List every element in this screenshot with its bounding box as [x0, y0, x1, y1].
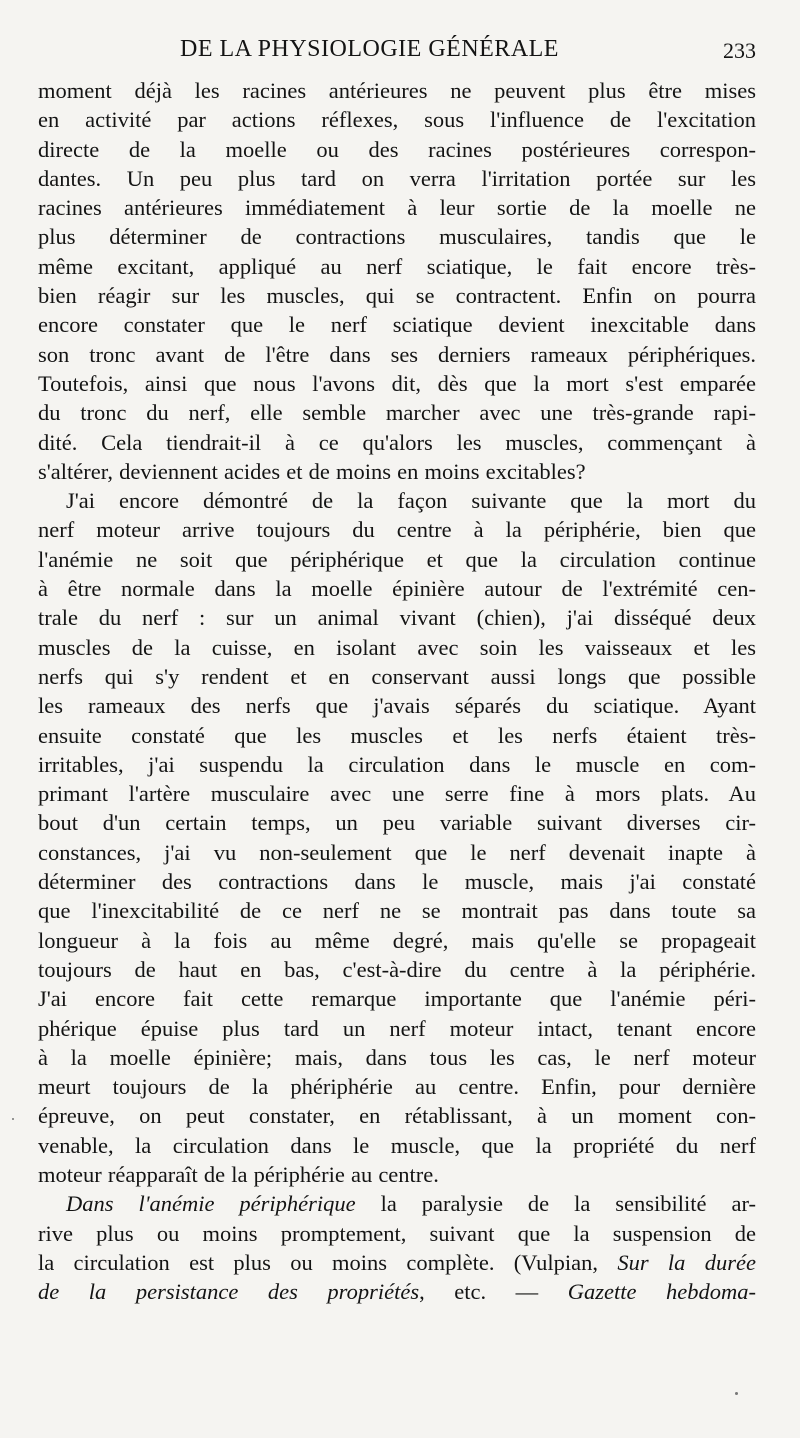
text-line: J'ai encore démontré de la façon suivante que la mort du — [66, 488, 756, 514]
text-line: rive plus ou moins promptement, suivant que la suspension de — [38, 1220, 756, 1246]
text-line: même excitant, appliqué au nerf sciatique, le fait encore très- — [38, 253, 756, 279]
text-line: irritables, j'ai suspendu la circulation dans le muscle en com- — [38, 751, 756, 777]
text-line: bout d'un certain temps, un peu variable suivant diverses cir- — [38, 810, 756, 836]
text-line: moteur réapparaît de la périphérie au centre. — [38, 1161, 439, 1187]
text-line: nerf moteur arrive toujours du centre à la périphérie, bien que — [38, 517, 756, 543]
text-line: directe de la moelle ou des racines postérieures correspon- — [38, 136, 756, 162]
text-line: son tronc avant de l'être dans ses derniers rameaux périphériques. — [38, 341, 756, 367]
text-line: à être normale dans la moelle épinière autour de l'extrémité cen- — [38, 576, 756, 602]
paragraph-1 — [38, 76, 756, 486]
italic-phrase: Gazette hebdoma- — [567, 1279, 756, 1305]
text-line: racines antérieures immédiatement à leur sortie de la moelle ne — [38, 195, 756, 221]
paper-speck — [12, 1118, 14, 1120]
text-line: meurt toujours de la phériphérie au centre. Enfin, pour dernière — [38, 1074, 756, 1100]
text-fragment: la circulation est plus ou moins complète. (Vulpian, — [38, 1249, 618, 1275]
page-number: 233 — [723, 38, 756, 63]
text-line: phérique épuise plus tard un nerf moteur intact, tenant encore — [38, 1015, 756, 1041]
text-line — [38, 1248, 756, 1277]
text-line: trale du nerf : sur un animal vivant (chien), j'ai disséqué deux — [38, 605, 756, 631]
text-line: plus déterminer de contractions musculaires, tandis que le — [38, 224, 756, 250]
text-line: venable, la circulation dans le muscle, que la propriété du nerf — [38, 1132, 756, 1158]
paragraph-2 — [38, 486, 756, 1189]
text-line: déterminer des contractions dans le muscle, mais j'ai constaté — [38, 869, 756, 895]
body-text — [38, 76, 756, 1306]
text-line: épreuve, on peut constater, en rétablissant, à un moment con- — [38, 1103, 756, 1129]
text-line — [38, 1277, 756, 1306]
text-line: bien réagir sur les muscles, qui se contractent. Enfin on pourra — [38, 283, 756, 309]
text-line: dité. Cela tiendrait-il à ce qu'alors les muscles, commençant à — [38, 429, 756, 455]
running-head: DE LA PHYSIOLOGIE GÉNÉRALE — [180, 36, 559, 62]
text-line: moment déjà les racines antérieures ne peuvent plus être mises — [38, 78, 756, 103]
page-header — [40, 36, 756, 70]
text-fragment: la paralysie de la sensibilité ar- — [355, 1191, 757, 1217]
paper-speck — [735, 1392, 738, 1395]
text-line: Toutefois, ainsi que nous l'avons dit, dès que la mort s'est emparée — [38, 370, 756, 396]
text-line: du tronc du nerf, elle semble marcher avec une très-grande rapi- — [38, 400, 756, 426]
text-line: les rameaux des nerfs que j'avais séparés du sciatique. Ayant — [38, 693, 756, 719]
paragraph-3 — [38, 1189, 756, 1306]
text-line: primant l'artère musculaire avec une serre fine à mors plats. Au — [38, 781, 756, 807]
text-line: à la moelle épinière; mais, dans tous les cas, le nerf moteur — [38, 1044, 756, 1070]
text-line: encore constater que le nerf sciatique devient inexcitable dans — [38, 312, 756, 338]
text-line: constances, j'ai vu non-seulement que le nerf devenait inapte à — [38, 839, 756, 865]
text-line: en activité par actions réflexes, sous l'influence de l'excitation — [38, 107, 756, 133]
text-fragment: , etc. — — [419, 1279, 568, 1305]
text-line: J'ai encore fait cette remarque importante que l'anémie péri- — [38, 986, 756, 1012]
italic-phrase: de la persistance des propriétés — [38, 1279, 420, 1305]
text-line: nerfs qui s'y rendent et en conservant aussi longs que possible — [38, 663, 756, 689]
text-line: muscles de la cuisse, en isolant avec soin les vaisseaux et les — [38, 634, 756, 660]
text-line — [38, 1189, 756, 1218]
text-line: que l'inexcitabilité de ce nerf ne se montrait pas dans toute sa — [38, 898, 756, 924]
text-line: ensuite constaté que les muscles et les nerfs étaient très- — [38, 722, 756, 748]
italic-phrase: Dans l'anémie périphérique — [66, 1191, 356, 1217]
text-line: dantes. Un peu plus tard on verra l'irritation portée sur les — [38, 165, 756, 191]
text-line: toujours de haut en bas, c'est-à-dire du centre à la périphérie. — [38, 956, 756, 982]
text-line: longueur à la fois au même degré, mais qu'elle se propageait — [38, 927, 756, 953]
text-line: s'altérer, deviennent acides et de moins en moins excitables? — [38, 458, 586, 484]
text-line: l'anémie ne soit que périphérique et que la circulation continue — [38, 546, 756, 572]
italic-phrase: Sur la durée — [617, 1249, 756, 1275]
